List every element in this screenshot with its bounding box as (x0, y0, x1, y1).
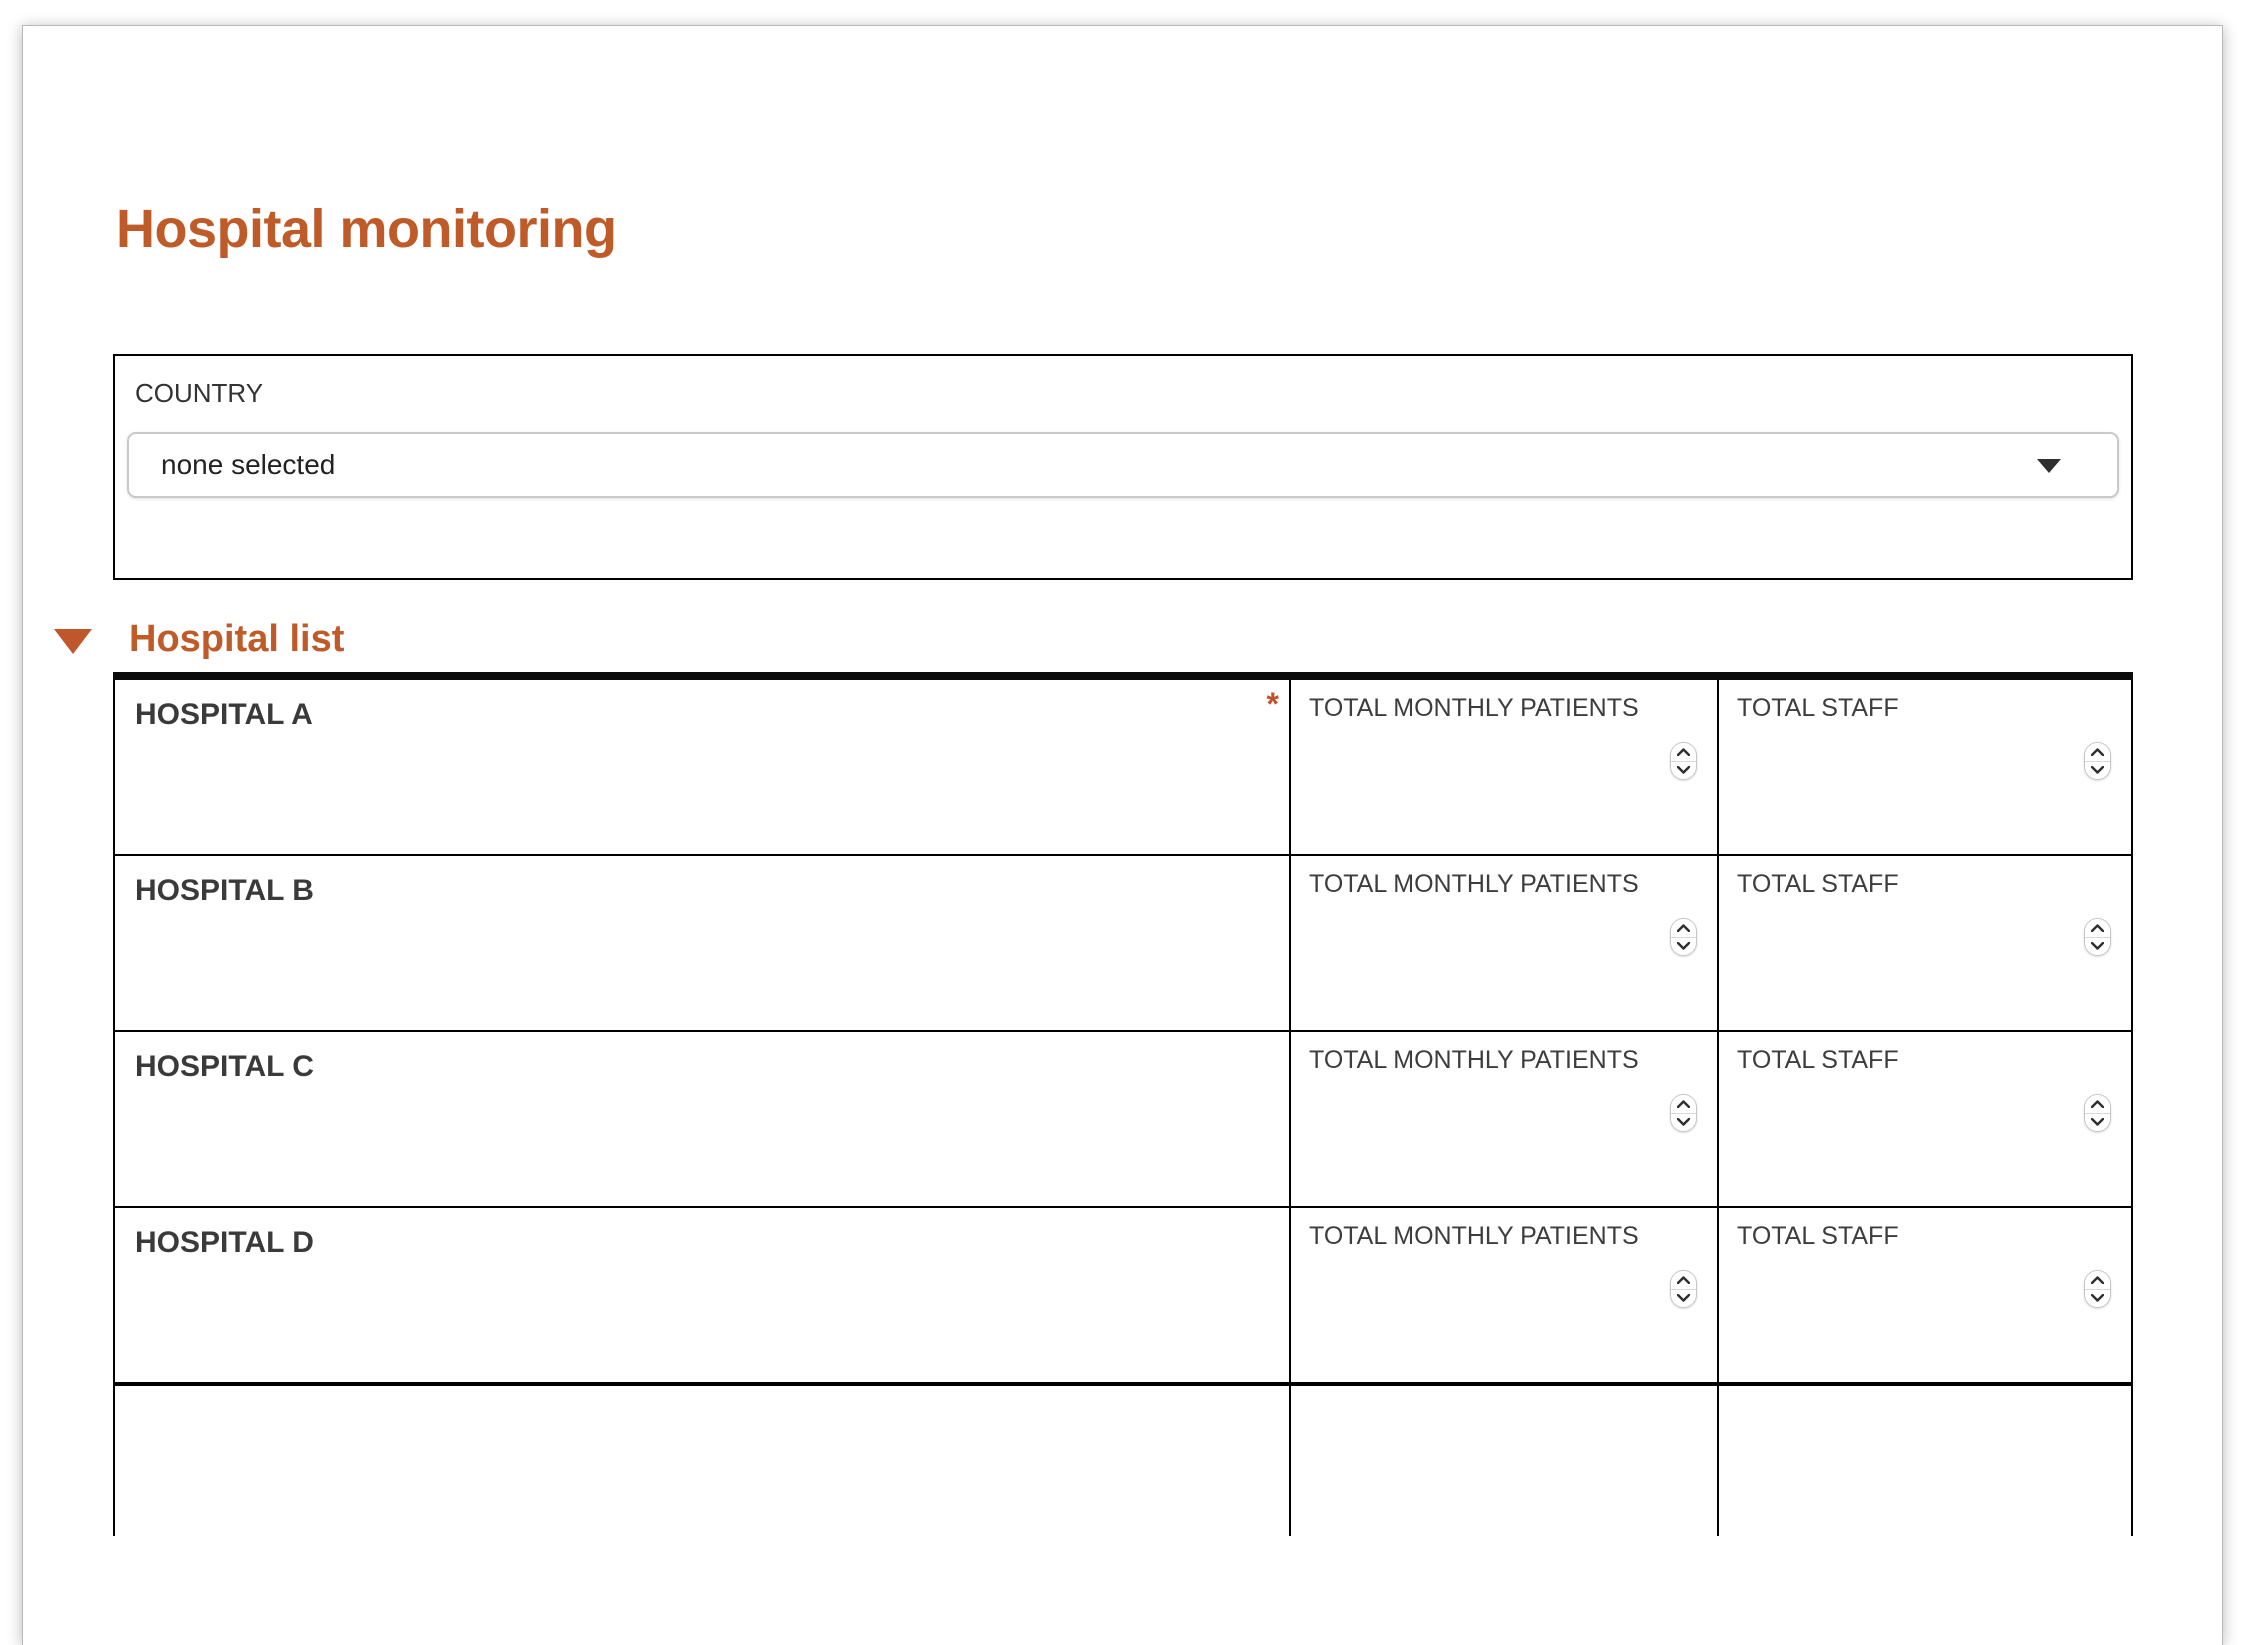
patients-cell (1289, 1032, 1717, 1206)
chevron-down-icon (1677, 1294, 1690, 1302)
table-top-border (113, 672, 2133, 680)
spinner-up-button[interactable] (2085, 743, 2110, 761)
chevron-down-icon (2091, 1118, 2104, 1126)
spinner-down-button[interactable] (2085, 1113, 2110, 1132)
chevron-up-icon (2091, 1276, 2104, 1284)
chevron-up-icon (1677, 1276, 1690, 1284)
patients-cell (1289, 1208, 1717, 1382)
staff-cell (1717, 1032, 2131, 1206)
staff-input[interactable] (1735, 1260, 2075, 1306)
patients-input[interactable] (1307, 908, 1661, 954)
country-select-value: none selected (161, 449, 336, 480)
table-row (115, 856, 2131, 1032)
patients-label: TOTAL MONTHLY PATIENTS (1309, 1046, 1639, 1074)
patients-input[interactable] (1307, 1084, 1661, 1130)
chevron-down-icon (1677, 1118, 1690, 1126)
staff-input[interactable] (1735, 908, 2075, 954)
chevron-down-icon (2091, 766, 2104, 774)
patients-input[interactable] (1307, 732, 1661, 778)
patients-cell (1289, 680, 1717, 854)
chevron-up-icon (1677, 1100, 1690, 1108)
number-spinner[interactable] (1670, 1270, 1697, 1308)
staff-label: TOTAL STAFF (1737, 694, 1899, 722)
chevron-up-icon (2091, 748, 2104, 756)
chevron-down-icon (2037, 459, 2061, 473)
patients-label: TOTAL MONTHLY PATIENTS (1309, 1222, 1639, 1250)
hospital-name: HOSPITAL A (135, 698, 313, 731)
staff-cell (1717, 1386, 2131, 1536)
form-card (22, 25, 2223, 1645)
number-spinner[interactable] (2084, 1270, 2111, 1308)
country-label: COUNTRY (135, 378, 264, 408)
hospital-list-section-header[interactable] (54, 611, 344, 667)
staff-cell (1717, 680, 2131, 854)
spinner-up-button[interactable] (1671, 743, 1696, 761)
hospital-name: HOSPITAL B (135, 874, 314, 907)
spinner-down-button[interactable] (1671, 1289, 1696, 1308)
spinner-up-button[interactable] (1671, 919, 1696, 937)
country-field-group (113, 354, 2133, 580)
spinner-down-button[interactable] (1671, 937, 1696, 956)
spinner-up-button[interactable] (1671, 1095, 1696, 1113)
number-spinner[interactable] (2084, 1094, 2111, 1132)
patients-cell (1289, 856, 1717, 1030)
chevron-up-icon (1677, 748, 1690, 756)
chevron-up-icon (2091, 1100, 2104, 1108)
patients-input[interactable] (1307, 1260, 1661, 1306)
staff-cell (1717, 856, 2131, 1030)
hospital-name-cell (115, 1386, 1289, 1536)
hospital-list-title: Hospital list (129, 617, 345, 660)
required-asterisk: * (1266, 686, 1279, 722)
staff-label: TOTAL STAFF (1737, 870, 1899, 898)
staff-label: TOTAL STAFF (1737, 1046, 1899, 1074)
table-row (115, 1208, 2131, 1386)
spinner-down-button[interactable] (2085, 1289, 2110, 1308)
chevron-up-icon (2091, 924, 2104, 932)
hospital-name-cell (115, 856, 1289, 1030)
collapse-triangle-icon[interactable] (54, 629, 92, 654)
spinner-up-button[interactable] (1671, 1271, 1696, 1289)
number-spinner[interactable] (1670, 742, 1697, 780)
chevron-down-icon (2091, 1294, 2104, 1302)
chevron-down-icon (1677, 766, 1690, 774)
spinner-up-button[interactable] (2085, 1271, 2110, 1289)
spinner-down-button[interactable] (1671, 761, 1696, 780)
chevron-up-icon (1677, 924, 1690, 932)
spinner-down-button[interactable] (2085, 761, 2110, 780)
patients-cell (1289, 1386, 1717, 1536)
table-row-partial (115, 1386, 2131, 1536)
chevron-down-icon (2091, 942, 2104, 950)
hospital-name-cell (115, 1208, 1289, 1382)
staff-input[interactable] (1735, 1084, 2075, 1130)
hospital-name-cell (115, 680, 1289, 854)
number-spinner[interactable] (2084, 918, 2111, 956)
spinner-down-button[interactable] (2085, 937, 2110, 956)
spinner-up-button[interactable] (2085, 1095, 2110, 1113)
staff-label: TOTAL STAFF (1737, 1222, 1899, 1250)
chevron-down-icon (1677, 942, 1690, 950)
table-row (115, 1032, 2131, 1208)
staff-cell (1717, 1208, 2131, 1382)
patients-label: TOTAL MONTHLY PATIENTS (1309, 694, 1639, 722)
number-spinner[interactable] (1670, 1094, 1697, 1132)
number-spinner[interactable] (1670, 918, 1697, 956)
spinner-down-button[interactable] (1671, 1113, 1696, 1132)
patients-label: TOTAL MONTHLY PATIENTS (1309, 870, 1639, 898)
hospital-name: HOSPITAL D (135, 1226, 314, 1259)
hospital-name: HOSPITAL C (135, 1050, 314, 1083)
staff-input[interactable] (1735, 732, 2075, 778)
hospital-name-cell (115, 1032, 1289, 1206)
form-title: Hospital monitoring (116, 199, 617, 259)
table-row (115, 680, 2131, 856)
number-spinner[interactable] (2084, 742, 2111, 780)
spinner-up-button[interactable] (2085, 919, 2110, 937)
hospital-table (113, 672, 2133, 1536)
country-select[interactable] (127, 432, 2119, 498)
